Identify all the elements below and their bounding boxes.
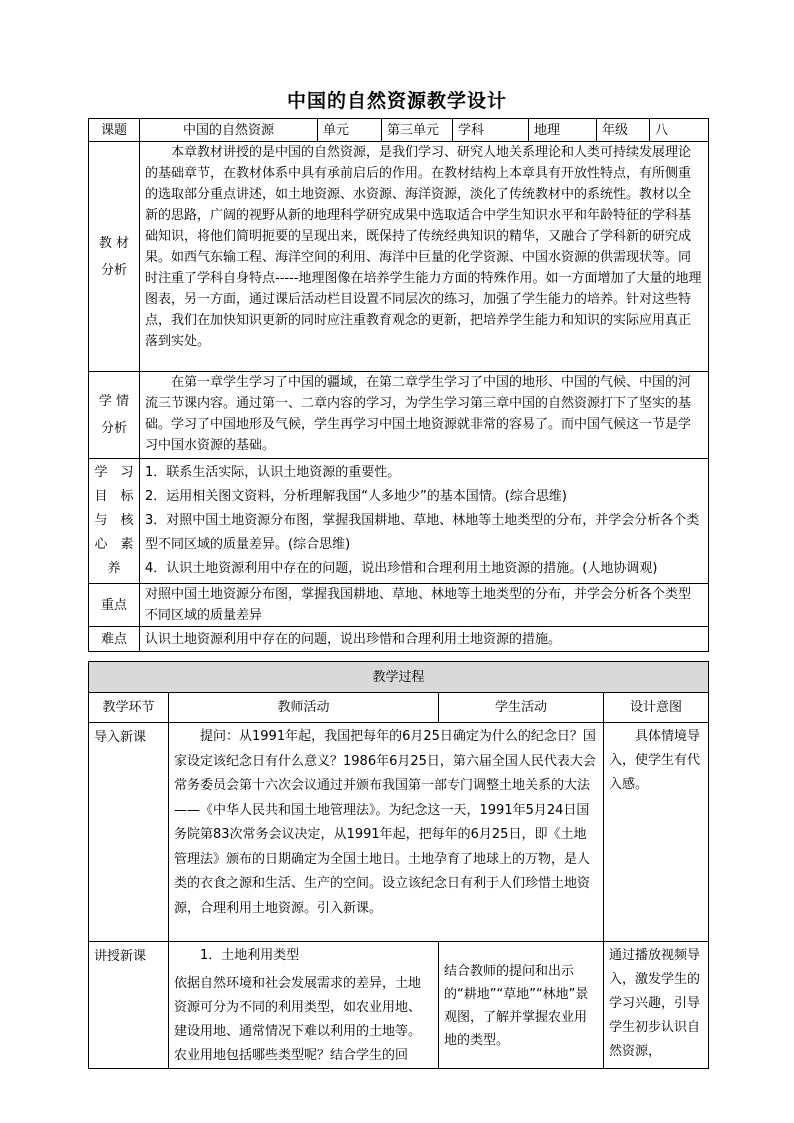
column-stage: 教学环节 bbox=[89, 693, 169, 723]
teaching-process-table bbox=[88, 661, 709, 1069]
lecture-design-intent: 通过播放视频导入，激发学生的学习兴趣，引导学生初步认识自然资源， bbox=[604, 942, 709, 1069]
goal-item: 4．认识土地资源利用中存在的问题，说出珍惜和合理利用土地资源的措施。(人地协调观) bbox=[145, 561, 658, 576]
material-analysis-text: 本章教材讲授的是中国的自然资源，是我们学习、研究人地关系理论和人类可持续发展理论的基础章节，在教材体系中具有承前启后的作用。在教材结构上本章具有开放性特点，有所侧重的选取部分重点讲述，如土地资源、水资源、海洋资源，淡化了传统教材中的系统性。教材以全新的思路，广阔的视野从新的地理科学研究成果中选取适合中学生知识水平和年龄特征的学科基础知识，将他们简明扼要的呈现出来，既保持了传统经典知识的精华，又融合了学科新的研究成果。如西气东输工程、海洋空间的利用、海洋中巨量的化学资源、中国水资源的供需现状等。同时注重了学科自身特点-----地理图像在培养学生能力方面的特殊作用。如一方面增加了大量的地理图表，另一方面，通过课后活动栏目设置不同层次的练习，加强了学生能力的培养。针对这些特点，我们在加快知识更新的同时应注重教育观念的更新，把培养学生能力和知识的实际应用真正落到实处。 bbox=[140, 142, 709, 372]
lecture-row bbox=[89, 942, 709, 1069]
lecture-teacher-text: 依据自然环境和社会发展需求的差异，土地资源可分为不同的利用类型，如农业用地、建设用地、通常情况下难以利用的土地等。农业用地包括哪些类型呢？结合学生的回 bbox=[174, 976, 422, 1063]
difficult-point-label: 难点 bbox=[89, 627, 140, 652]
goal-item: 3．对照中国土地资源分布图，掌握我国耕地、草地、林地等土地类型的分布，并学会分析各个类型不同区域的质量差异。(综合思维) bbox=[145, 513, 700, 552]
column-student: 学生活动 bbox=[439, 693, 604, 723]
document-title: 中国的自然资源教学设计 bbox=[286, 90, 507, 112]
student-analysis-text: 在第一章学生学习了中国的疆域，在第二章学生学习了中国的地形、中国的气候、中国的河流三节课内容。通过第一、二章内容的学习，为学生学习第三章中国的自然资源打下了坚实的基础。学习了中国地形及气候，学生再学习中国土地资源就非常的容易了。而中国气候这一节是学习中国水资源的基础。 bbox=[140, 372, 709, 459]
topic-label: 课题 bbox=[89, 119, 140, 142]
lecture-student-activity: 结合教师的提问和出示的“耕地”“草地”“林地”景观图，了解并掌握农业用地的类型。 bbox=[439, 942, 604, 1069]
intro-design-intent: 具体情境导入，使学生有代入感。 bbox=[604, 723, 709, 942]
goal-item: 2．运用相关图文资料，分析理解我国“人多地少”的基本国情。(综合思维) bbox=[145, 489, 567, 504]
process-heading-row bbox=[89, 662, 709, 693]
info-row bbox=[89, 119, 709, 142]
lesson-info-table bbox=[88, 118, 709, 652]
column-teacher: 教师活动 bbox=[169, 693, 439, 723]
difficult-point-text: 认识土地资源利用中存在的问题，说出珍惜和合理利用土地资源的措施。 bbox=[140, 627, 709, 652]
goals-row bbox=[89, 459, 709, 584]
key-point-row bbox=[89, 584, 709, 627]
goals-label: 学 习 目 标 与 核 心 素 养 bbox=[89, 459, 140, 584]
process-heading: 教学过程 bbox=[89, 662, 709, 693]
grade-label: 年级 bbox=[597, 119, 650, 142]
student-row bbox=[89, 372, 709, 459]
lecture-teacher-heading: 1．土地利用类型 bbox=[200, 948, 300, 963]
goal-item: 1．联系生活实际，认识土地资源的重要性。 bbox=[145, 465, 401, 480]
material-label: 教 材 分析 bbox=[89, 142, 140, 372]
key-point-label: 重点 bbox=[89, 584, 140, 627]
process-columns-row bbox=[89, 693, 709, 723]
intro-teacher-activity: 提问：从1991年起，我国把每年的6月25日确定为什么的纪念日？国家设定该纪念日有什么意义？1986年6月25日，第六届全国人民代表大会常务委员会第十六次会议通过并颁布我国第一部专门调整土地关系的大法——《中华人民共和国土地管理法》。为纪念这一天，1991年5月24日国务院第83次常务会议决定，从1991年起，把每年的6月25日，即《土地管理法》颁布的日期确定为全国土地日。土地孕育了地球上的万物，是人类的衣食之源和生活、生产的空间。设立该纪念日有利于人们珍惜土地资源，合理利用土地资源。引入新课。 bbox=[169, 723, 604, 942]
column-intent: 设计意图 bbox=[604, 693, 709, 723]
subject-label: 学科 bbox=[453, 119, 529, 142]
lecture-teacher-activity bbox=[169, 942, 439, 1069]
topic-value: 中国的自然资源 bbox=[140, 119, 318, 142]
intro-stage: 导入新课 bbox=[89, 723, 169, 942]
goals-list bbox=[140, 459, 709, 584]
intro-row bbox=[89, 723, 709, 942]
difficult-point-row bbox=[89, 627, 709, 652]
subject-value: 地理 bbox=[529, 119, 597, 142]
material-row bbox=[89, 142, 709, 372]
unit-label: 单元 bbox=[318, 119, 382, 142]
student-label: 学 情 分析 bbox=[89, 372, 140, 459]
lecture-stage: 讲授新课 bbox=[89, 942, 169, 1069]
unit-value: 第三单元 bbox=[382, 119, 453, 142]
key-point-text: 对照中国土地资源分布图，掌握我国耕地、草地、林地等土地类型的分布，并学会分析各个类型不同区域的质量差异 bbox=[140, 584, 709, 627]
grade-value: 八 bbox=[650, 119, 709, 142]
